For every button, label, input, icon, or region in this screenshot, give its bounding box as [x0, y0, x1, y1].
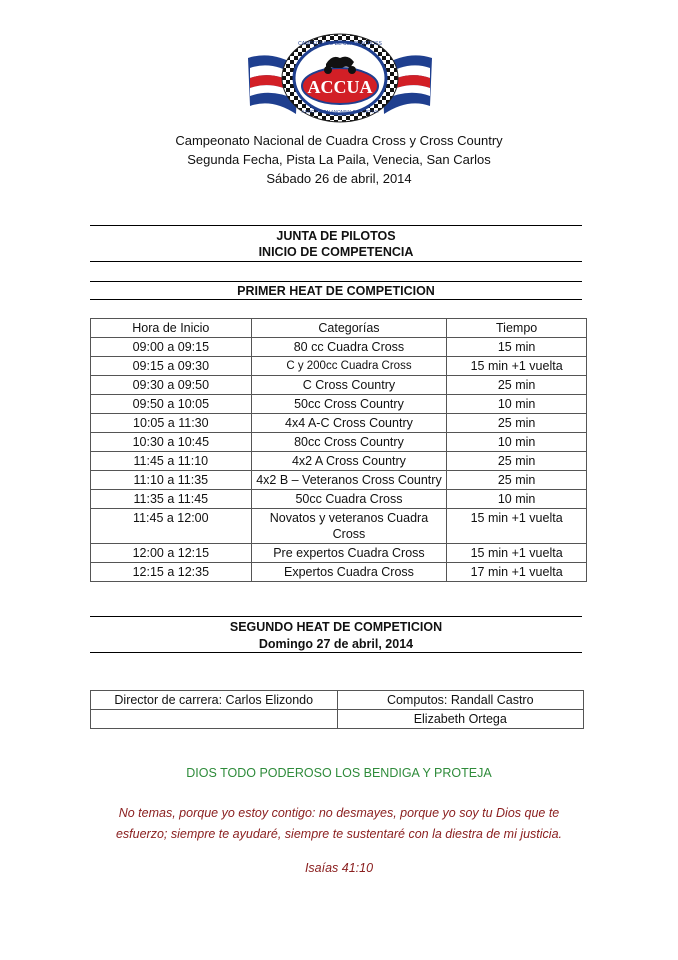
- table-row: [91, 563, 587, 582]
- cell-categoria: Pre expertos Cuadra Cross: [251, 544, 447, 563]
- staff-table: [90, 690, 584, 729]
- cell-hora: 11:45 a 11:10: [91, 452, 252, 471]
- cell-tiempo: 15 min +1 vuelta: [447, 509, 587, 544]
- verse-line-1: No temas, porque yo estoy contigo: no desmayes, porque yo soy tu Dios que te: [118, 806, 560, 820]
- cell-tiempo: 25 min: [447, 414, 587, 433]
- table-row: [91, 395, 587, 414]
- header-tiempo: Tiempo: [447, 319, 587, 338]
- cell-hora: 10:30 a 10:45: [91, 433, 252, 452]
- cell-categoria: 4x4 A-C Cross Country: [251, 414, 447, 433]
- cell-hora: 09:50 a 10:05: [91, 395, 252, 414]
- blessing-text: DIOS TODO PODEROSO LOS BENDIGA Y PROTEJA: [186, 766, 492, 780]
- cell-tiempo: 25 min: [447, 376, 587, 395]
- verse-text: [60, 803, 618, 845]
- segundo-heat-date: Domingo 27 de abril, 2014: [258, 637, 414, 651]
- primer-heat-title: PRIMER HEAT DE COMPETICION: [237, 284, 435, 298]
- table-row: [91, 691, 584, 710]
- cell-hora: 09:00 a 09:15: [91, 338, 252, 357]
- cell-hora: 12:15 a 12:35: [91, 563, 252, 582]
- table-header-row: [91, 319, 587, 338]
- divider: [90, 299, 582, 300]
- cell-tiempo: 17 min +1 vuelta: [447, 563, 587, 582]
- cell-categoria: 4x2 A Cross Country: [251, 452, 447, 471]
- junta-title: JUNTA DE PILOTOS: [276, 229, 396, 243]
- table-row: [91, 433, 587, 452]
- cell-tiempo: 25 min: [447, 471, 587, 490]
- table-row: [91, 490, 587, 509]
- accua-logo: [242, 28, 438, 126]
- divider: [90, 616, 582, 617]
- divider: [90, 261, 582, 262]
- cell-hora: 09:15 a 09:30: [91, 357, 252, 376]
- cell-hora: 09:30 a 09:50: [91, 376, 252, 395]
- segundo-heat-title: SEGUNDO HEAT DE COMPETICION: [229, 620, 443, 634]
- header-categorias: Categorías: [251, 319, 447, 338]
- table-row: [91, 414, 587, 433]
- event-header: [0, 131, 678, 188]
- verse-line-2: esfuerzo; siempre te ayudaré, siempre te sustentaré con la diestra de mi justicia.: [115, 827, 563, 841]
- logo-text: ACCUA: [307, 77, 373, 97]
- logo-bottom-text: ASOCIACION ANONIMA DEPORTIVA: [301, 109, 379, 114]
- event-date: Sábado 26 de abril, 2014: [266, 171, 412, 186]
- event-location: Segunda Fecha, Pista La Paila, Venecia, San Carlos: [187, 152, 491, 167]
- cell-tiempo: 25 min: [447, 452, 587, 471]
- divider: [90, 225, 582, 226]
- divider: [90, 652, 582, 653]
- event-title: Campeonato Nacional de Cuadra Cross y Cross Country: [175, 133, 503, 148]
- cell-tiempo: 10 min: [447, 433, 587, 452]
- logo-ring-text: CAMPEONATO DE CUADRACROSS: [298, 41, 382, 47]
- cell-tiempo: 10 min: [447, 395, 587, 414]
- cell-hora: 12:00 a 12:15: [91, 544, 252, 563]
- empty-cell: [91, 710, 338, 729]
- table-row: [91, 509, 587, 544]
- divider: [90, 281, 582, 282]
- cell-categoria: Novatos y veteranos Cuadra Cross: [251, 509, 447, 544]
- cell-tiempo: 15 min: [447, 338, 587, 357]
- inicio-title: INICIO DE COMPETENCIA: [258, 245, 414, 259]
- cell-categoria: 4x2 B – Veteranos Cross Country: [251, 471, 447, 490]
- cell-categoria: C Cross Country: [251, 376, 447, 395]
- cell-categoria: 80 cc Cuadra Cross: [251, 338, 447, 357]
- cell-hora: 11:35 a 11:45: [91, 490, 252, 509]
- table-row: [91, 357, 587, 376]
- cell-categoria: C y 200cc Cuadra Cross: [251, 357, 447, 376]
- cell-tiempo: 15 min +1 vuelta: [447, 357, 587, 376]
- header-hora: Hora de Inicio: [91, 319, 252, 338]
- cell-categoria: 50cc Cross Country: [251, 395, 447, 414]
- director-cell: Director de carrera: Carlos Elizondo: [91, 691, 338, 710]
- cell-categoria: 80cc Cross Country: [251, 433, 447, 452]
- table-row: [91, 376, 587, 395]
- schedule-table: [90, 318, 587, 582]
- table-row: [91, 710, 584, 729]
- table-row: [91, 338, 587, 357]
- cell-tiempo: 10 min: [447, 490, 587, 509]
- cell-categoria: 50cc Cuadra Cross: [251, 490, 447, 509]
- cell-categoria: Expertos Cuadra Cross: [251, 563, 447, 582]
- verse-reference: Isaías 41:10: [304, 861, 374, 875]
- cell-hora: 11:45 a 12:00: [91, 509, 252, 544]
- computos2-cell: Elizabeth Ortega: [337, 710, 584, 729]
- cell-hora: 10:05 a 11:30: [91, 414, 252, 433]
- computos-cell: Computos: Randall Castro: [337, 691, 584, 710]
- cell-hora: 11:10 a 11:35: [91, 471, 252, 490]
- table-row: [91, 471, 587, 490]
- table-row: [91, 452, 587, 471]
- cell-tiempo: 15 min +1 vuelta: [447, 544, 587, 563]
- table-row: [91, 544, 587, 563]
